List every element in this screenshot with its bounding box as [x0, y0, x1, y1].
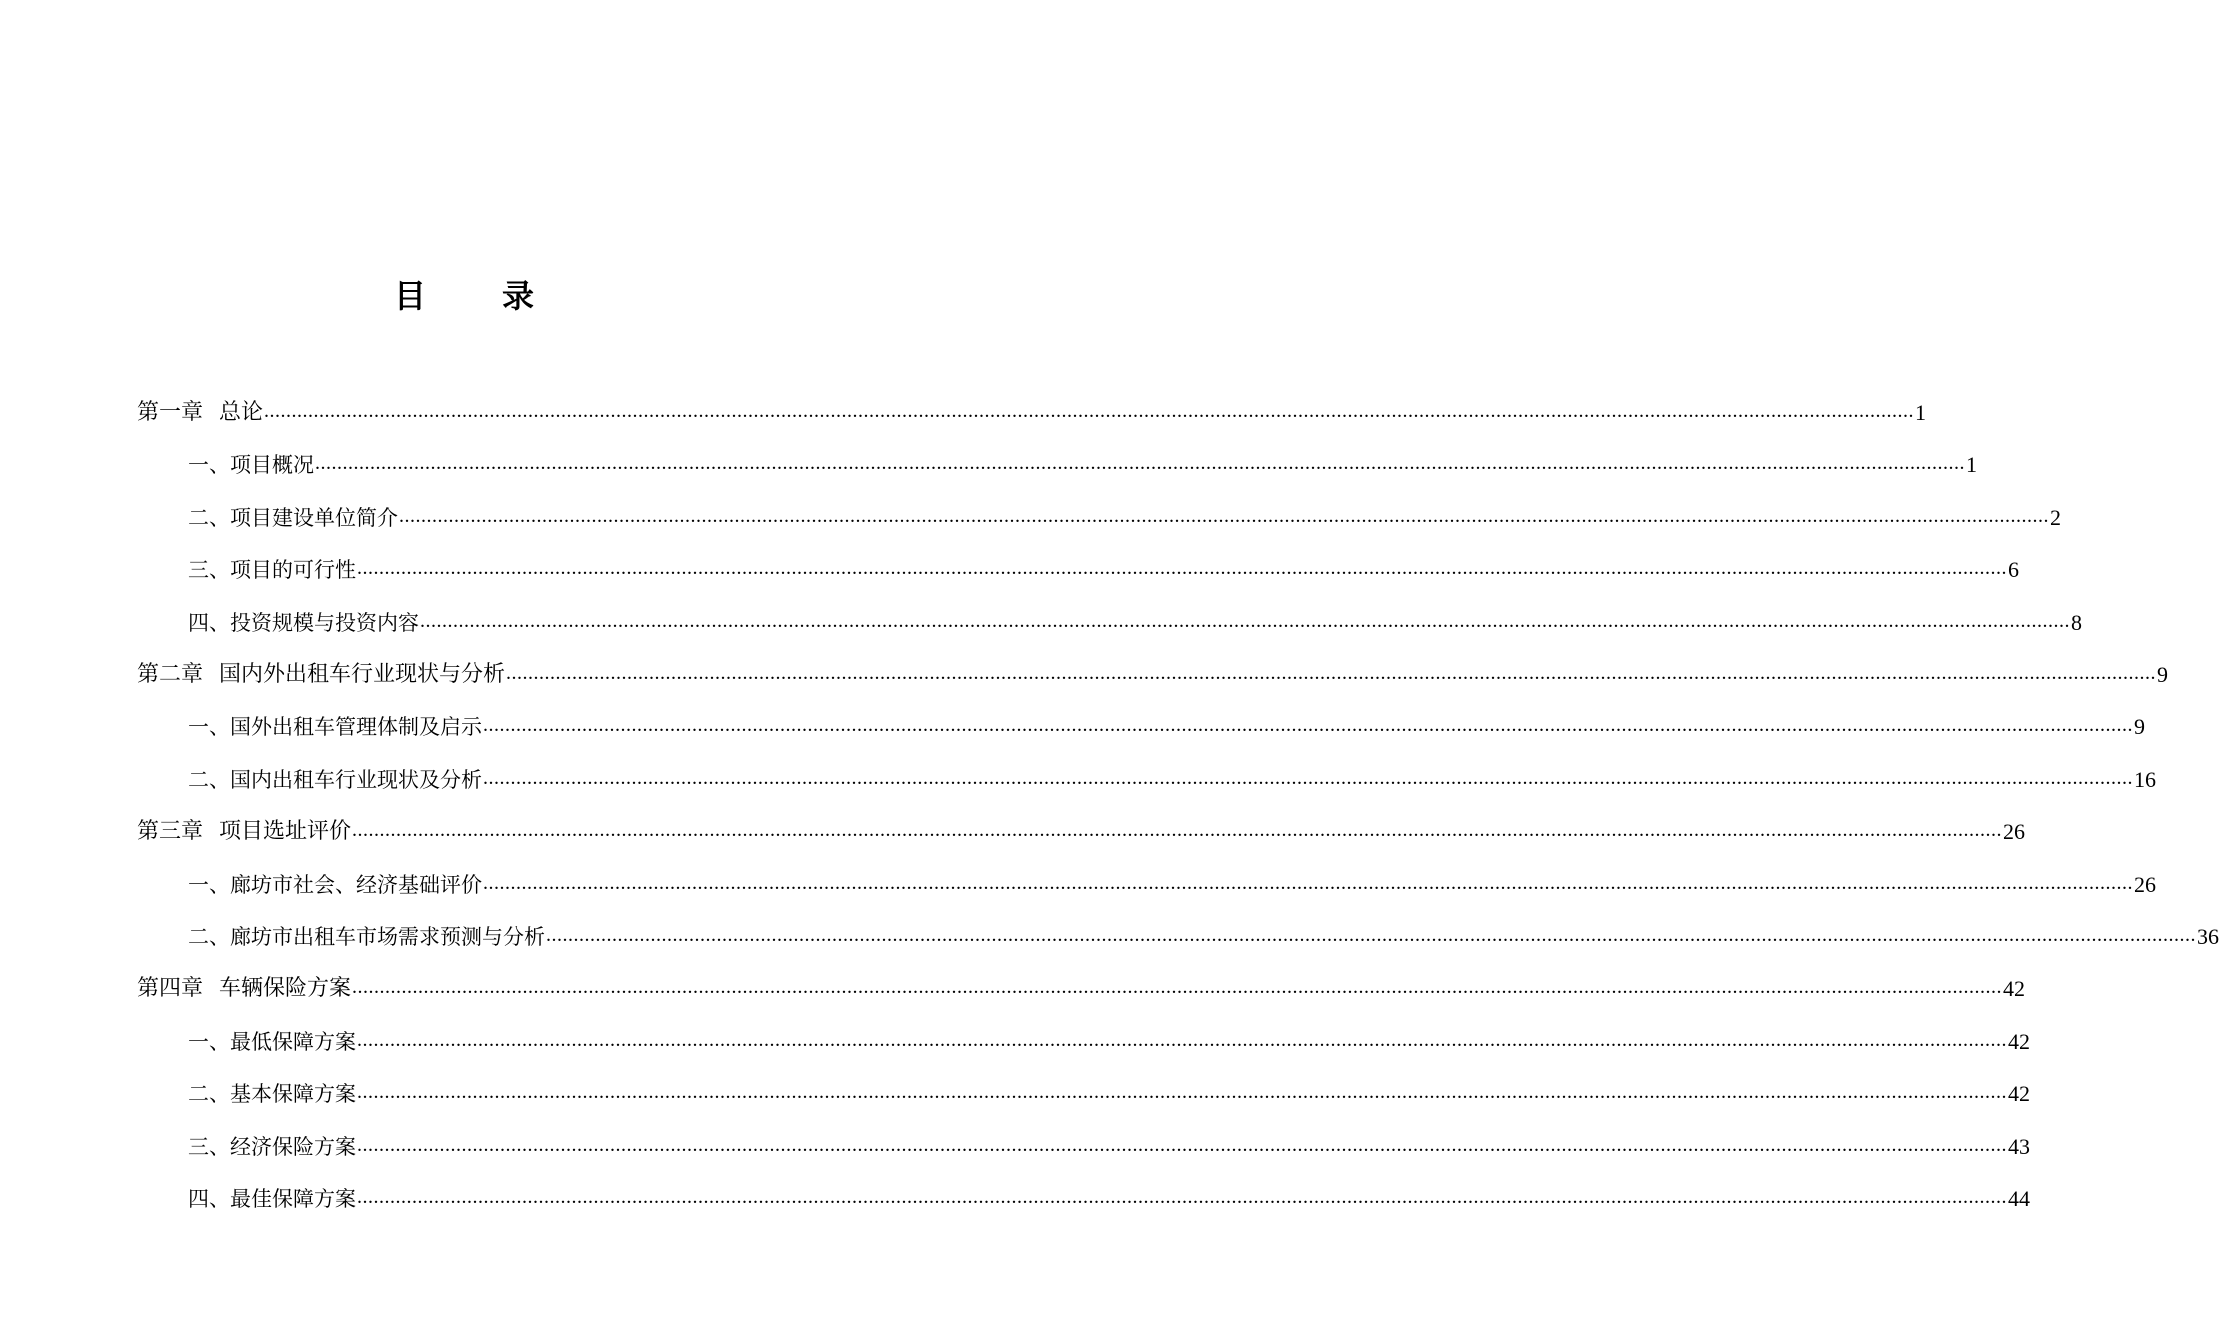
dot-leader: ............................................................................................................................................................................................................................................................................................................	[506, 662, 2157, 684]
toc-page-number: 2	[2050, 504, 2061, 530]
chapter-number: 第一章	[137, 400, 204, 425]
dot-leader: ............................................................................................................................................................................................................................................................................................................	[352, 976, 2003, 999]
toc-entry-label: 二、廊坊市出租车市场需求预测与分析	[188, 925, 545, 949]
toc-section-entry[interactable]	[188, 1110, 2030, 1162]
toc-page-number: 43	[2008, 1133, 2030, 1159]
toc-page-number: 9	[2157, 662, 2169, 687]
toc-page-number: 1	[1966, 452, 1977, 478]
toc-section-entry[interactable]	[188, 690, 2145, 742]
toc-entry-label	[137, 398, 263, 428]
dot-leader: ............................................................................................................................................................................................................................................................................................................	[483, 871, 2133, 894]
dot-leader: ............................................................................................................................................................................................................................................................................................................	[420, 609, 2070, 632]
toc-entry-label: 一、最低保障方案	[188, 1029, 356, 1054]
toc-section-entry[interactable]	[188, 1057, 2030, 1109]
toc-chapter-entry[interactable]	[137, 795, 2026, 847]
dot-leader: ............................................................................................................................................................................................................................................................................................................	[264, 400, 1915, 422]
toc-page-number: 16	[2134, 766, 2156, 792]
chapter-number: 第三章	[137, 819, 204, 845]
toc-page-number: 42	[2008, 1028, 2030, 1054]
toc-page-number: 6	[2008, 557, 2019, 583]
toc-entry-label: 四、投资规模与投资内容	[188, 610, 419, 635]
toc-entry-label: 二、基本保障方案	[188, 1082, 356, 1107]
toc-section-entry[interactable]	[188, 900, 2219, 952]
toc-chapter-entry[interactable]	[137, 952, 2026, 1004]
toc-page-number: 36	[2197, 924, 2219, 949]
toc-page-number: 8	[2071, 609, 2082, 635]
toc-section-entry[interactable]	[188, 586, 2082, 638]
toc-entry-label	[137, 660, 505, 690]
chapter-title: 国内外出租车行业现状与分析	[219, 662, 506, 687]
toc-entry-label	[137, 817, 351, 847]
toc-page-number: 1	[1915, 400, 1927, 425]
dot-leader: ............................................................................................................................................................................................................................................................................................................	[483, 714, 2133, 737]
page-title: 目 录	[393, 277, 556, 315]
dot-leader: ............................................................................................................................................................................................................................................................................................................	[357, 1081, 2007, 1104]
toc-entry-label: 三、经济保险方案	[188, 1134, 356, 1159]
toc-section-entry[interactable]	[188, 1162, 2030, 1214]
toc-entry-label: 三、项目的可行性	[188, 558, 356, 583]
toc-entry-label: 二、项目建设单位简介	[188, 505, 398, 530]
toc-entry-label: 二、国内出租车行业现状及分析	[188, 767, 482, 792]
toc-entry-label: 一、项目概况	[188, 453, 314, 478]
chapter-title: 总论	[219, 400, 264, 425]
dot-leader: ............................................................................................................................................................................................................................................................................................................	[357, 1133, 2007, 1156]
dot-leader: ............................................................................................................................................................................................................................................................................................................	[483, 766, 2133, 789]
dot-leader: ............................................................................................................................................................................................................................................................................................................	[357, 557, 2007, 580]
toc-entry-label: 四、最佳保障方案	[188, 1187, 356, 1211]
toc-page-number: 9	[2134, 714, 2145, 740]
toc-section-entry[interactable]	[188, 481, 2061, 533]
toc-page-number: 26	[2134, 871, 2156, 897]
dot-leader: ............................................................................................................................................................................................................................................................................................................	[352, 819, 2003, 842]
chapter-title: 车辆保险方案	[219, 976, 352, 1002]
dot-leader: ............................................................................................................................................................................................................................................................................................................	[315, 452, 1965, 475]
toc-entry-label: 一、廊坊市社会、经济基础评价	[188, 872, 482, 897]
dot-leader: ............................................................................................................................................................................................................................................................................................................	[357, 1028, 2007, 1051]
dot-leader: ............................................................................................................................................................................................................................................................................................................	[357, 1186, 2007, 1208]
toc-page-number: 42	[2008, 1081, 2030, 1107]
dot-leader: ............................................................................................................................................................................................................................................................................................................	[546, 924, 2196, 946]
dot-leader: ............................................................................................................................................................................................................................................................................................................	[399, 504, 2049, 527]
toc-section-entry[interactable]	[188, 1005, 2030, 1057]
toc-page-number: 26	[2003, 819, 2026, 845]
toc-section-entry[interactable]	[188, 743, 2156, 795]
toc-section-entry[interactable]	[188, 848, 2156, 900]
toc-section-entry[interactable]	[188, 533, 2019, 585]
toc-entry-label: 一、国外出租车管理体制及启示	[188, 715, 482, 740]
toc-section-entry[interactable]	[188, 428, 1977, 480]
chapter-number: 第二章	[137, 662, 204, 687]
chapter-title: 项目选址评价	[219, 819, 352, 845]
toc-chapter-entry[interactable]	[137, 638, 2169, 690]
toc-entry-label	[137, 974, 351, 1004]
toc-chapter-entry[interactable]	[137, 376, 1927, 428]
toc-page-number: 42	[2003, 976, 2026, 1002]
toc-page-number: 44	[2008, 1186, 2030, 1211]
chapter-number: 第四章	[137, 976, 204, 1002]
